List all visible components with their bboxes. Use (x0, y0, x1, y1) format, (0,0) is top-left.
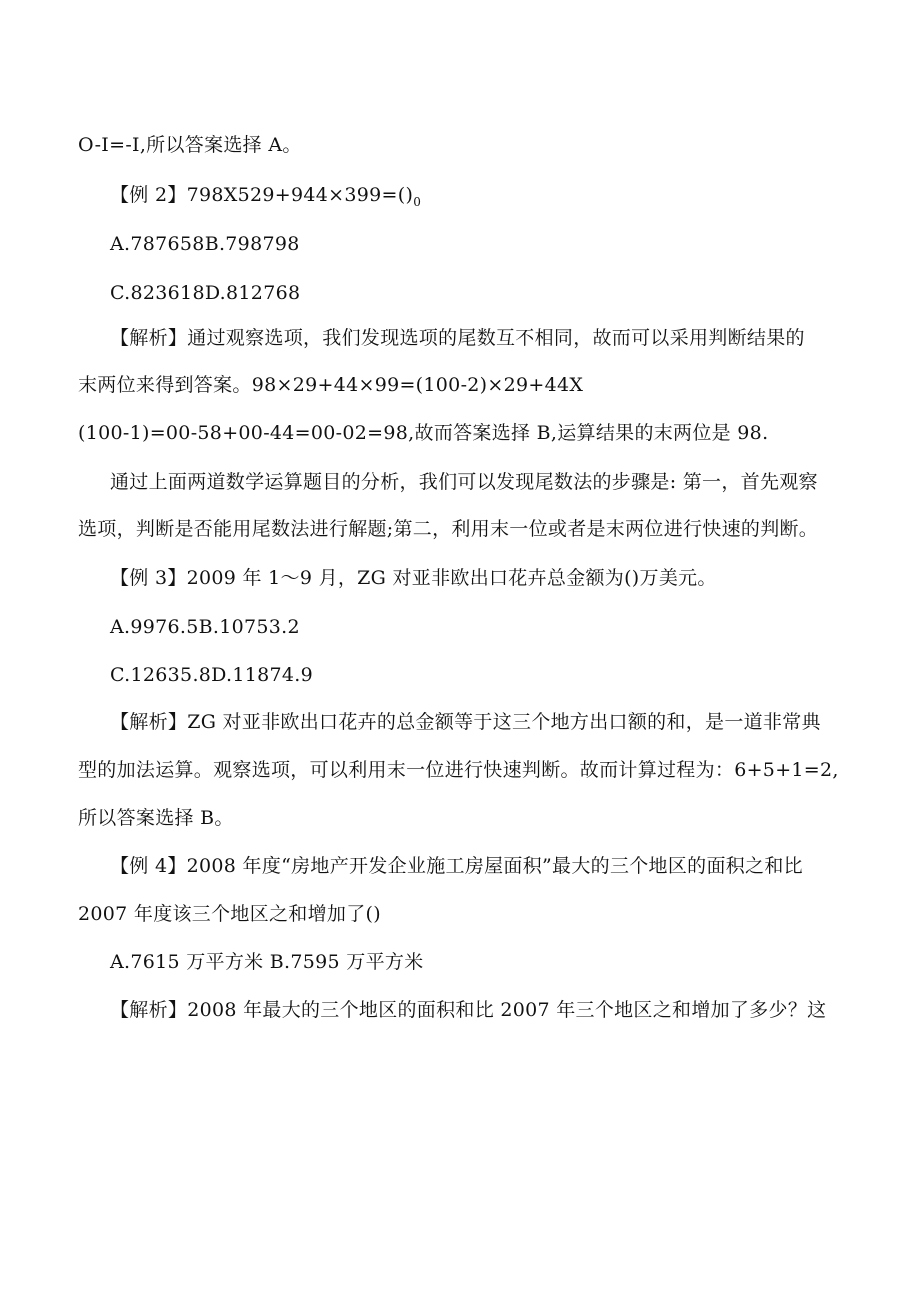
example-2-options-cd: C.823618D.812768 (110, 282, 301, 304)
summary-line-2: 选项，判断是否能用尾数法进行解题;第二，利用末一位或者是末两位进行快速的判断。 (78, 518, 819, 540)
example-3-options-cd: C.12635.8D.11874.9 (110, 664, 314, 686)
example-3-question: 【例 3】2009 年 1～9 月，ZG 对亚非欧出口花卉总金额为()万美元。 (110, 567, 717, 589)
example-4-options: A.7615 万平方米 B.7595 万平方米 (110, 951, 424, 973)
example-2-question: 【例 2】$798X529+944\times 399=()_0$ (110, 184, 422, 209)
subscript-zero: 0 (413, 195, 422, 209)
summary-line-1: 通过上面两道数学运算题目的分析，我们可以发现尾数法的步骤是: 第一，首先观察 (110, 471, 818, 493)
analysis-3-line-3: 所以答案选择 B。 (78, 807, 234, 829)
example-3-options-ab: A.9976.5B.10753.2 (110, 616, 300, 638)
analysis-2-line-2: 末两位来得到答案。98×29+44×99=(100-2)×29+44X (78, 374, 584, 396)
analysis-4-line-1: 【解析】2008 年最大的三个地区的面积和比 2007 年三个地区之和增加了多少？这 (110, 999, 827, 1021)
text-line-1: O-I=-I,所以答案选择 A。 (78, 134, 302, 156)
analysis-2-line-1: 【解析】通过观察选项，我们发现选项的尾数互不相同，故而可以采用判断结果的 (110, 327, 805, 349)
analysis-3-line-1: 【解析】ZG 对亚非欧出口花卉的总金额等于这三个地方出口额的和，是一道非常典 (110, 711, 821, 733)
example-4-question-line-2: 2007 年度该三个地区之和增加了() (78, 903, 381, 925)
analysis-3-line-2: 型的加法运算。观察选项，可以利用末一位进行快速判断。故而计算过程为：6+5+1=2, (78, 759, 839, 781)
example-2-options-ab: A.787658B.798798 (110, 233, 300, 255)
example-4-question-line-1: 【例 4】2008 年度“房地产开发企业施工房屋面积”最大的三个地区的面积之和比 (110, 855, 803, 877)
analysis-2-line-3: (100-1)=00-58+00-44=00-02=98,故而答案选择 B,运算结果的末两位是 98. (78, 422, 769, 444)
